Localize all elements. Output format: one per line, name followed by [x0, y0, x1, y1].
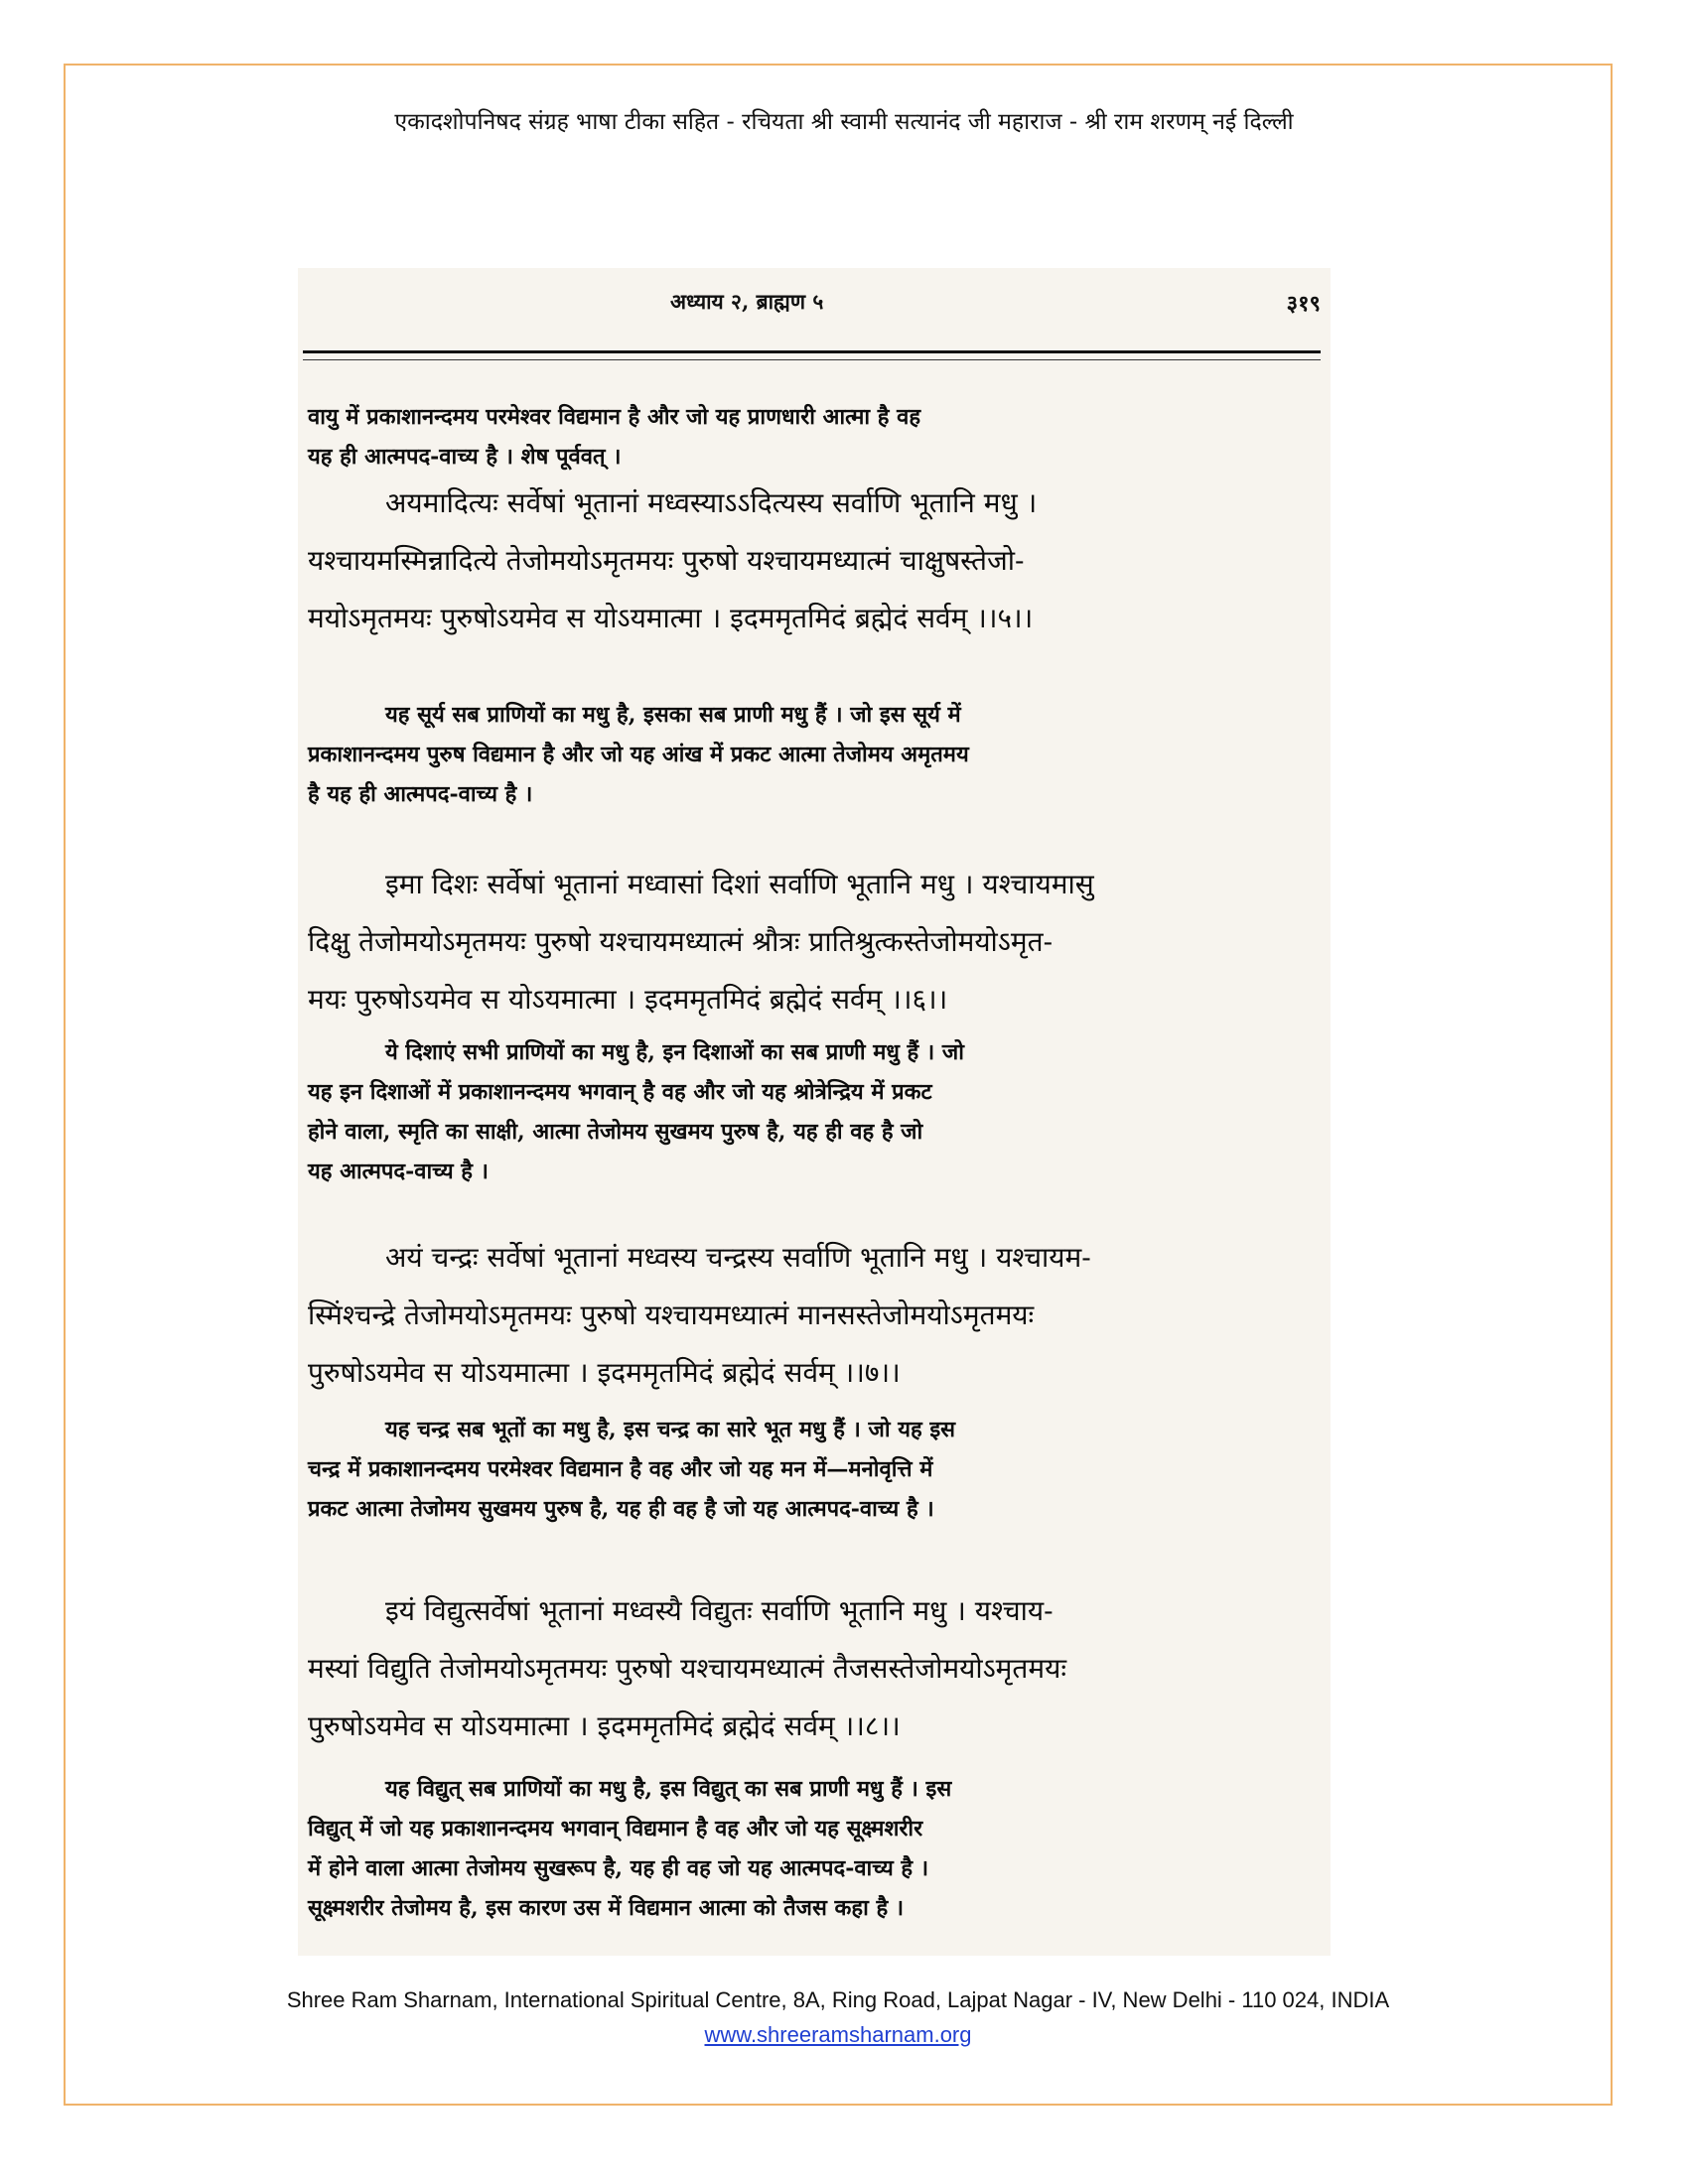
verse-line: अयमादित्यः सर्वेषां भूतानां मध्वस्याऽऽदित्यस्य सर्वाणि भूतानि मधु । [385, 486, 1038, 519]
text-line: चन्द्र में प्रकाशानन्दमय परमेश्वर विद्यमान है वह और जो यह मन में—मनोवृत्ति में [308, 1456, 933, 1482]
verse-line: पुरुषोऽयमेव स योऽयमात्मा । इदममृतमिदं ब्रह्मेदं सर्वम् ।।७।। [308, 1356, 901, 1389]
text-line: विद्युत् में जो यह प्रकाशानन्दमय भगवान् विद्यमान है वह और जो यह सूक्ष्मशरीर [308, 1816, 923, 1842]
text-line: प्रकाशानन्दमय पुरुष विद्यमान है और जो यह आंख में प्रकट आत्मा तेजोमय अमृतमय [308, 742, 969, 767]
text-line: वायु में प्रकाशानन्दमय परमेश्वर विद्यमान है और जो यह प्राणधारी आत्मा है वह [308, 404, 921, 430]
text-line: यह चन्द्र सब भूतों का मधु है, इस चन्द्र का सारे भूत मधु हैं । जो यह इस [385, 1417, 955, 1442]
running-head [298, 288, 1321, 324]
verse-5 [308, 475, 1326, 647]
chapter-section-title: अध्याय २, ब्राह्मण ५ [670, 289, 824, 314]
text-line: यह ही आत्मपद-वाच्य है । शेष पूर्ववत् । [308, 444, 622, 470]
verse-6 [308, 856, 1326, 1028]
commentary-continued [308, 397, 1326, 477]
verse-line: अयं चन्द्रः सर्वेषां भूतानां मध्वस्य चन्द्रस्य सर्वाणि भूतानि मधु । यश्चायम- [385, 1241, 1091, 1274]
footer-link-row [64, 2022, 1613, 2048]
page-number: ३१९ [1286, 291, 1321, 317]
text-line: प्रकट आत्मा तेजोमय सुखमय पुरुष है, यह ही वह है जो यह आत्मपद-वाच्य है । [308, 1496, 934, 1522]
verse-8 [308, 1582, 1326, 1755]
verse-line: मयोऽमृतमयः पुरुषोऽयमेव स योऽयमात्मा । इदममृतमिदं ब्रह्मेदं सर्वम् ।।५।। [308, 602, 1034, 634]
text-line: यह सूर्य सब प्राणियों का मधु है, इसका सब प्राणी मधु हैं । जो इस सूर्य में [385, 702, 961, 728]
page-header: एकादशोपनिषद संग्रह भाषा टीका सहित - रचियता श्री स्वामी सत्यानंद जी महाराज - श्री राम शरणम् नई दिल्ली [394, 109, 1294, 135]
commentary-7 [308, 1410, 1326, 1529]
commentary-8 [308, 1769, 1326, 1928]
text-line: सूक्ष्मशरीर तेजोमय है, इस कारण उस में विद्यमान आत्मा को तैजस कहा है । [308, 1895, 905, 1921]
verse-7 [308, 1229, 1326, 1402]
verse-line: मयः पुरुषोऽयमेव स योऽयमात्मा । इदममृतमिदं ब्रह्मेदं सर्वम् ।।६।। [308, 983, 948, 1016]
text-line: में होने वाला आत्मा तेजोमय सुखरूप है, यह ही वह जो यह आत्मपद-वाच्य है । [308, 1855, 929, 1881]
text-line: होने वाला, स्मृति का साक्षी, आत्मा तेजोमय सुखमय पुरुष है, यह ही वह है जो [308, 1119, 923, 1145]
footer-address: Shree Ram Sharnam, International Spiritual Centre, 8A, Ring Road, Lajpat Nagar - IV, New Delhi - 110 024, INDIA [286, 1987, 1390, 2012]
header-rule-thin [303, 359, 1321, 360]
website-link[interactable]: www.shreeramsharnam.org [704, 2022, 972, 2047]
verse-line: स्मिंश्चन्द्रे तेजोमयोऽमृतमयः पुरुषो यश्चायमध्यात्मं मानसस्तेजोमयोऽमृतमयः [308, 1298, 1035, 1331]
verse-line: यश्चायमस्मिन्नादित्ये तेजोमयोऽमृतमयः पुरुषो यश्चायमध्यात्मं चाक्षुषस्तेजो- [308, 544, 1025, 577]
verse-line: पुरुषोऽयमेव स योऽयमात्मा । इदममृतमिदं ब्रह्मेदं सर्वम् ।।८।। [308, 1709, 901, 1742]
verse-line: दिक्षु तेजोमयोऽमृतमयः पुरुषो यश्चायमध्यात्मं श्रौत्रः प्रातिश्रुत्कस्तेजोमयोऽमृत- [308, 925, 1054, 958]
text-line: यह आत्मपद-वाच्य है । [308, 1159, 489, 1184]
verse-line: इमा दिशः सर्वेषां भूतानां मध्वासां दिशां सर्वाणि भूतानि मधु । यश्चायमासु [385, 868, 1094, 900]
text-line: है यह ही आत्मपद-वाच्य है । [308, 781, 533, 807]
text-line: ये दिशाएं सभी प्राणियों का मधु है, इन दिशाओं का सब प्राणी मधु हैं । जो [385, 1039, 964, 1065]
header-rule-thick [303, 350, 1321, 353]
verse-line: मस्यां विद्युति तेजोमयोऽमृतमयः पुरुषो यश्चायमध्यात्मं तैजसस्तेजोमयोऽमृतमयः [308, 1652, 1067, 1685]
commentary-6 [308, 1032, 1326, 1191]
text-line: यह विद्युत् सब प्राणियों का मधु है, इस विद्युत् का सब प्राणी मधु हैं । इस [385, 1776, 952, 1802]
verse-line: इयं विद्युत्सर्वेषां भूतानां मध्वस्यै विद्युतः सर्वाणि भूतानि मधु । यश्चाय- [385, 1594, 1054, 1627]
text-line: यह इन दिशाओं में प्रकाशानन्दमय भगवान् है वह और जो यह श्रोत्रेन्द्रिय में प्रकट [308, 1079, 932, 1105]
commentary-5 [308, 695, 1326, 814]
